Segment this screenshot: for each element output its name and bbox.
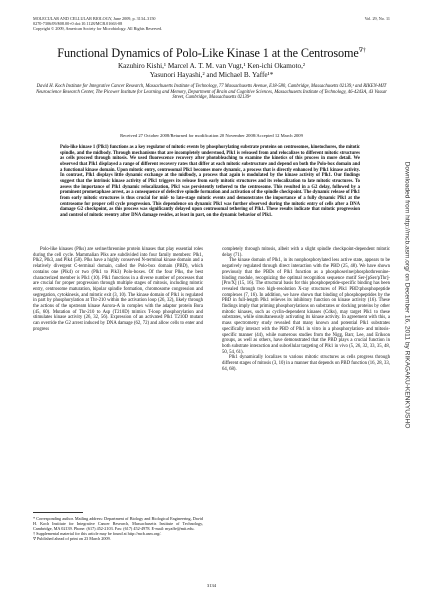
copyright-line: Copyright © 2009, American Society for Microbiology. All Rights Reserved. xyxy=(33,26,163,32)
paper-title xyxy=(20,44,403,60)
body-paragraph: Polo-like kinases (Plks) are serine/threonine protein kinases that play essential roles during the cell cycle. Mammalian Plks are subdivided into four family members: Plk1, Plk2, Plk3, and Plk4 (58). Plks have a highly conserved N-terminal kinase domain and a relatively divergent C-terminal domain, called the Polo-box domain (PBD), which contains one (Plk4) or two (Plk1 to Plk3) Polo-boxes. Of the four Plks, the best characterized member is Plk1 (10). Plk1 functions in a diverse number of processes that are crucial for proper progression through multiple stages of mitosis, including mitotic entry, centrosome maturation, bipolar spindle formation, chromosome congression and segregation, cytokinesis, and mitotic exit (3, 10). The kinase domain of Plk1 is regulated in part by phosphorylation at Thr-210 within the activation loop (26, 32), likely through the actions of the upstream kinase Aurora-A in complex with the adaptor protein Bora (45, 60). Mutation of Thr-210 to Asp (T210D) mimics T-loop phosphorylation and stimulates kinase activity (26, 32, 56). Expression of an activated Plk1 T210D mutant can override the G2 arrest induced by DNA damage (62, 72) and allow cells to enter and progress xyxy=(33,247,203,332)
page-number: 3134 xyxy=(206,583,217,588)
footnote-supplemental: † Supplemental material for this article may be found at http://mcb.asm.org/. xyxy=(33,531,162,537)
footnote-published: ∇ Published ahead of print on 23 March 2009. xyxy=(33,536,111,542)
journal-citation xyxy=(33,16,273,32)
journal-line: MOLECULAR AND CELLULAR BIOLOGY, June 2009, p. 3134–3150 xyxy=(33,16,156,21)
paper-title-text: Functional Dynamics of Polo-Like Kinase 1 at the Centrosome xyxy=(57,46,359,61)
affiliations: David H. Koch Institute for Integrative Cancer Research, Massachusetts Institute of Technology, 77 Massachusetts Avenue, E18-580, Cambridge, Massachusetts 02139,¹ and RIKEN-MIT Neuroscience Research Center, The Picower Institute for Learning and Memory, Department of Brain and Cognitive Sciences, Massachusetts Institute of Technology, 46-4243A, 43 Vassar Street, Cambridge, Massachusetts 02139² xyxy=(36,84,387,101)
body-paragraph: completely through mitosis, albeit with a slight spindle checkpoint-dependent mitotic delay (71). xyxy=(222,247,390,258)
download-watermark-text: Downloaded from http://mcb.asm.org/ on December 16, 2011 by RIKAGAKU-KENKYUSHO xyxy=(403,161,411,429)
volume-issue: Vol. 29, No. 11 xyxy=(364,16,390,21)
author-list xyxy=(30,62,393,80)
footnote-corresponding: * Corresponding author. Mailing address: Department of Biology and Biological Engineering, David H. Koch Institute for Integrative Cancer Research, Massachusetts Institute of Technology, Cambridge, MA 02139. Phone: (617) 452-2103. Fax: (617) 452-4978. E-mail: myaffe@mit.edu. xyxy=(33,516,203,532)
body-column-left xyxy=(33,247,203,333)
abstract: Polo-like kinase 1 (Plk1) functions as a key regulator of mitotic events by phosphorylating substrate proteins on centrosomes, kinetochores, the mitotic spindle, and the midbody. Through mechanisms that are incompletely understood, Plk1 is released from and relocalizes to different mitotic structures as cells proceed through mitosis. We used fluorescence recovery after photobleaching to examine the kinetics of this process in more detail. We observed that Plk1 displayed a range of different recovery rates that differ at each mitotic substructure and depend on both the Polo-box domain and a functional kinase domain. Upon mitotic entry, centrosomal Plk1 becomes more dynamic, a process that is directly enhanced by Plk1 kinase activity. In contrast, Plk1 displays little dynamic exchange at the midbody, a process that again is modulated by the kinase activity of Plk1. Our findings suggest that the intrinsic kinase activity of Plk1 triggers its release from early mitotic structures and its relocalization to late mitotic structures. To assess the importance of Plk1 dynamic relocalization, Plk1 was persistently tethered to the centrosome. This resulted in a G2 delay, followed by a prominent prometaphase arrest, as a consequence of defective spindle formation and activation of the spindle checkpoint. The dynamic release of Plk1 from early mitotic structures is thus crucial for mid- to late-stage mitotic events and demonstrates the importance of a fully dynamic Plk1 at the centrosome for proper cell cycle progression. This dependence on dynamic Plk1 was further observed during the mitotic entry of cells after a DNA damage G2 checkpoint, as this process was significantly delayed upon centrosomal tethering of Plk1. These results indicate that mitotic progression and control of mitotic reentry after DNA damage resides, at least in part, on the dynamic behavior of Plk1. xyxy=(60,145,360,218)
footnote-divider xyxy=(33,512,83,513)
body-column-right xyxy=(222,247,390,372)
authors-line-1: Kazuhiro Kishi,¹ Marcel A. T. M. van Vugt,¹ Ken-ichi Okamoto,² xyxy=(117,62,306,70)
title-footnote-marks: ∇† xyxy=(358,48,366,54)
issn-line: 0270-7306/09/$08.00+0 doi:10.1128/MCB.01663-08 xyxy=(33,21,123,27)
received-dates: Received 27 October 2008/Returned for modification 20 November 2008/Accepted 12 March 2009 xyxy=(120,133,303,138)
body-paragraph: The kinase domain of Plk1, in its nonphosphorylated less active state, appears to be negatively regulated through direct interaction with the PBD (25, 48). We have shown previously that the PBDs of Plk1 function as a phosphoserine/phosphothreonine-binding module, recognizing the optimal recognition sequence motif Ser-[pSer/pThr]-[Pro/X] (15, 16). The structural basis for this phosphopeptide-specific binding has been revealed through two high-resolution X-ray structures of Plk1 PBD:phosphopeptide complexes (7, 16). In addition, we have shown that binding of phosphopeptides by the PBD in full-length Plk1 relieves its inhibitory function on kinase activity (16). These findings imply that priming phosphorylations on substrates or docking proteins by other mitotic kinases, such as cyclin-dependent kinases (Cdks), may target Plk1 to these substrates, while simultaneously activating its kinase activity. In agreement with this, a mass spectrometry study revealed that many known and potential Plk1 substrates specifically interact with the PBD of Plk1 in vitro in a phosphorylation- and mitosis-specific manner (44), while numerous studies from the Nigg, Barr, Lee, and Erikson groups, as well as others, have demonstrated that the PBD plays a crucial function in both substrate interaction and subcellular targeting of Plk1 in vivo (5, 26, 32, 33, 35, 48, 50, 54, 61). xyxy=(222,258,390,355)
download-watermark xyxy=(402,60,412,530)
body-paragraph: Plk1 dynamically localizes to various mitotic structures as cells progress through different stages of mitosis (3, 10) in a manner that depends on PBD function (16, 28, 33, 64, 68). xyxy=(222,355,390,372)
authors-line-2: Yasunori Hayashi,² and Michael B. Yaffe¹* xyxy=(149,71,274,79)
footnotes xyxy=(33,516,203,541)
